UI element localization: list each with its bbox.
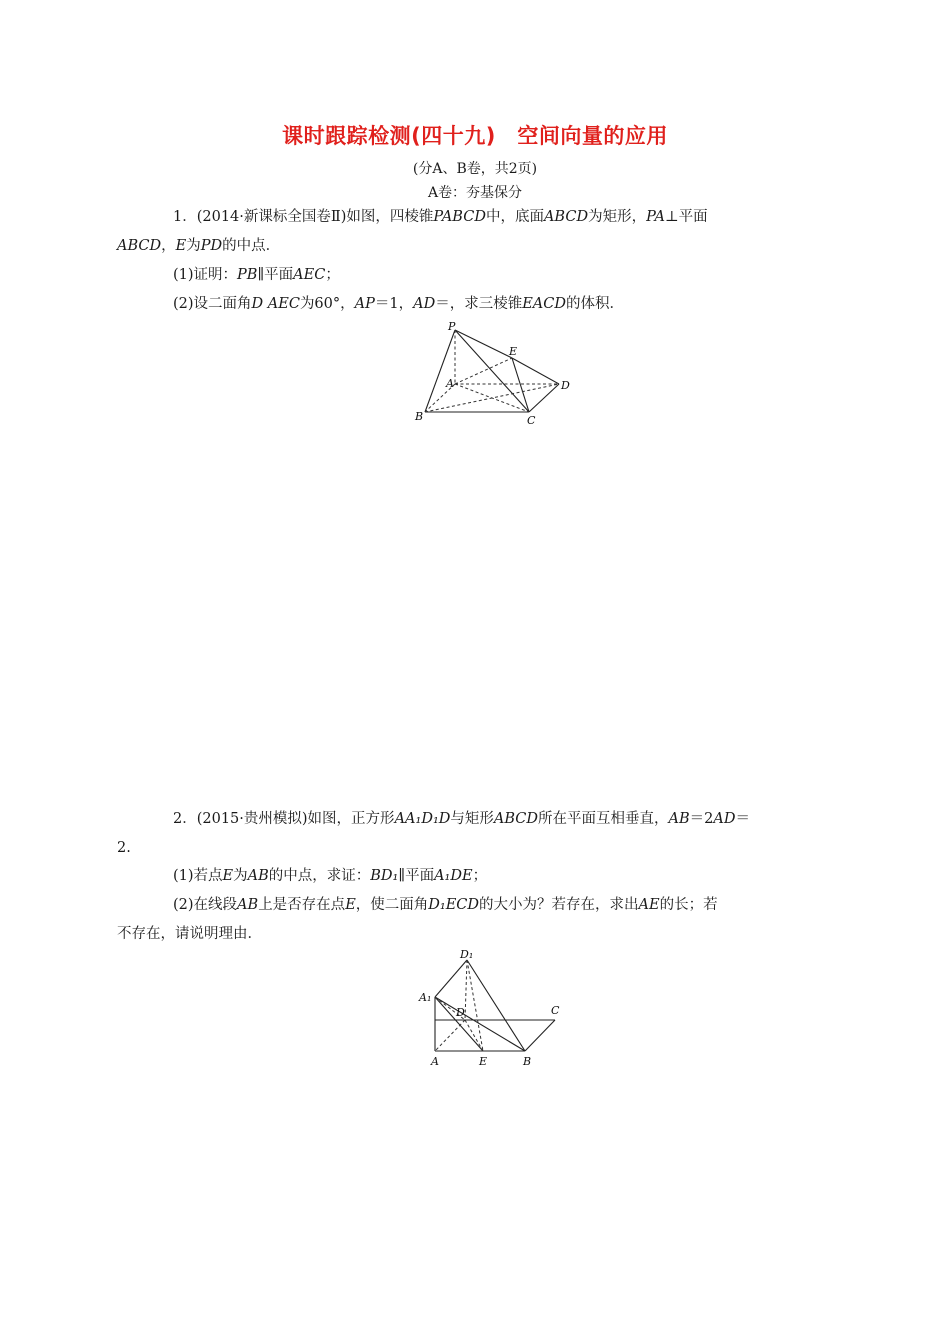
q1-pa: PA [646, 209, 665, 225]
q2-part2-text: 的大小为？若存在，求出 [479, 897, 639, 913]
q2-part2-text: 上是否存在点 [258, 897, 346, 913]
q2-plane: A₁DE [434, 868, 473, 884]
q2-stem [117, 805, 805, 863]
q2-part2 [117, 891, 805, 949]
q2-ae: AE [638, 897, 660, 913]
edge-d1b [467, 960, 525, 1051]
q1-figure [405, 318, 585, 430]
q2-bd1: BD₁ [370, 868, 399, 884]
edge-d1e [467, 960, 483, 1051]
q2-part2-text: 的长；若 [659, 897, 718, 913]
label-b: B [415, 410, 424, 423]
edge-d1d [465, 960, 467, 1020]
label-a1: A₁ [419, 991, 432, 1004]
label-e: E [509, 345, 518, 358]
q2-figure [415, 945, 575, 1070]
q1-stem [117, 203, 805, 261]
q1-pb: PB [237, 267, 258, 283]
q2-part1 [145, 862, 833, 891]
q2-part1-text: 为 [233, 868, 248, 884]
q2-text: ＝ [735, 811, 750, 827]
q2-part1-text: ∥平面 [398, 868, 435, 884]
label-b: B [523, 1055, 532, 1068]
q1-base: ABCD [117, 238, 162, 254]
q2-ab: AB [247, 868, 269, 884]
q1-part2-text: 为60°， [299, 296, 355, 312]
q1-text: 的中点． [222, 238, 281, 254]
label-d: D [561, 379, 570, 392]
q1-text: 1．(2014·新课标全国卷Ⅱ)如图，四棱锥 [173, 209, 434, 225]
label-c: C [527, 414, 536, 427]
page-title: 课时跟踪检测(四十九) 空间向量的应用 [282, 124, 668, 148]
q1-part1-text: ∥平面 [257, 267, 294, 283]
subtitle-section: A卷：夯基保分 [427, 185, 523, 201]
q1-ad: AD [413, 296, 436, 312]
q2-rect: ABCD [493, 811, 539, 827]
q2-point-e: E [222, 868, 234, 884]
q1-text: 为 [186, 238, 201, 254]
q1-text: 为矩形， [588, 209, 647, 225]
q2-angle: D₁ECD [428, 897, 480, 913]
label-a: A [431, 1055, 439, 1068]
q2-text: 所在平面互相垂直， [538, 811, 669, 827]
edge-d1a1 [435, 960, 467, 997]
q2-ab: AB [237, 897, 259, 913]
q1-ap: AP [354, 296, 375, 312]
q1-part1-text: (1)证明： [173, 267, 238, 283]
label-p: P [448, 320, 456, 333]
q1-part2-text: ＝，求三棱锥 [435, 296, 523, 312]
q2-part2-text: ，使二面角 [355, 897, 429, 913]
q2-text: 2．(2015·贵州模拟)如图，正方形 [173, 811, 395, 827]
q1-base: ABCD [543, 209, 589, 225]
q1-part1 [145, 261, 833, 290]
edge-pc [455, 330, 529, 412]
edge-a1b [435, 997, 525, 1051]
label-e: E [479, 1055, 488, 1068]
label-d1: D₁ [460, 948, 474, 961]
edge-pb [425, 330, 455, 412]
q2-square: AA₁D₁D [394, 811, 451, 827]
edge-pe [455, 330, 512, 358]
q2-part2-text: 不存在，请说明理由． [117, 926, 262, 942]
label-a: A [446, 377, 454, 390]
q2-ab: AB [668, 811, 690, 827]
q2-point-e: E [345, 897, 356, 913]
q1-text: ， [161, 238, 176, 254]
edge-cd [529, 384, 559, 412]
q1-part1-text: ； [325, 267, 340, 283]
q2-ad: AD [713, 811, 736, 827]
q1-tetra: EACD [522, 296, 566, 312]
q2-text: 与矩形 [450, 811, 494, 827]
q1-part2-text: ＝1， [374, 296, 414, 312]
q2-text: 2. [117, 840, 131, 856]
q1-part2 [145, 290, 833, 319]
q1-text: ⊥平面 [664, 209, 708, 225]
q1-part2-text: (2)设二面角 [173, 296, 252, 312]
q1-angle: D AEC [251, 296, 300, 312]
q1-plane-aec: AEC [293, 267, 326, 283]
q1-pyramid: PABCD [433, 209, 486, 225]
label-d: D [456, 1006, 465, 1019]
q2-part1-text: (1)若点 [173, 868, 223, 884]
q1-text: 中，底面 [485, 209, 544, 225]
edge-da [435, 1020, 465, 1051]
q1-pd: PD [200, 238, 223, 254]
q2-part1-text: ； [472, 868, 488, 884]
q1-part2-text: 的体积． [566, 296, 624, 312]
edge-bc [525, 1020, 555, 1051]
subtitle-pages: (分A、B卷，共2页) [412, 161, 538, 177]
label-c: C [551, 1004, 560, 1017]
q2-part1-text: 的中点，求证： [268, 868, 371, 884]
q1-point-e: E [175, 238, 187, 254]
q2-text: ＝2 [689, 811, 714, 827]
q2-part2-text: (2)在线段 [173, 897, 238, 913]
